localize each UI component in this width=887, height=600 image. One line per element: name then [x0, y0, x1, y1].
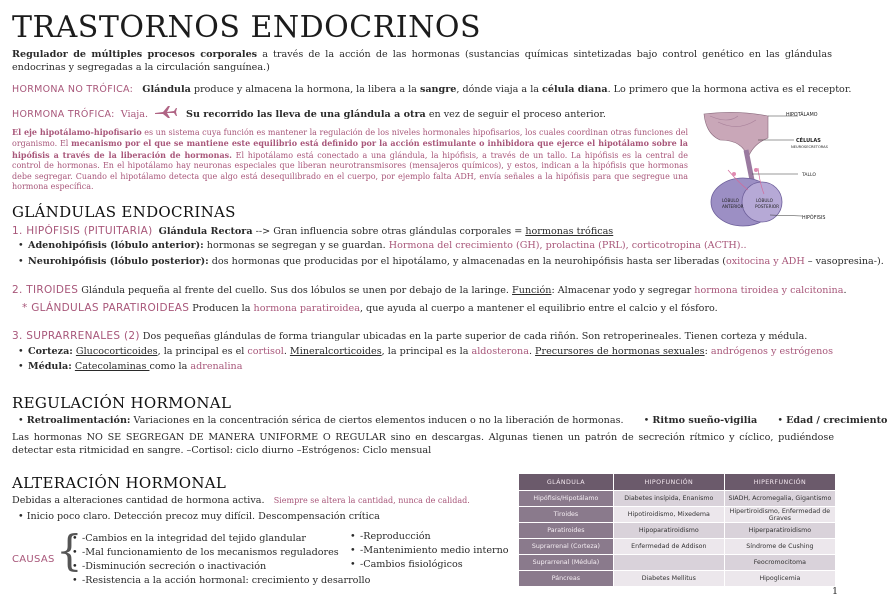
- table-row: [519, 507, 836, 523]
- corteza-t4: .: [528, 346, 536, 357]
- alteracion-heading: ALTERACIÓN HORMONAL: [12, 474, 227, 492]
- table-cell: Diabetes Mellitus: [613, 571, 724, 587]
- corteza-u1: Glucocorticoides: [75, 346, 158, 357]
- tiroides-line: [12, 284, 847, 298]
- corteza-t2: .: [283, 346, 290, 357]
- tiroides-underline: Función: [512, 285, 552, 296]
- table-cell: Hipófisis/Hipotálamo: [519, 491, 614, 507]
- causa-right-1: • -Reproducción: [350, 531, 509, 544]
- table-header-hipofuncion: HIPOFUNCIÓN: [613, 474, 724, 491]
- ritmo-bold: Ritmo sueño-vigilia: [652, 415, 758, 426]
- no-trofica-t1: produce y almacena la hormona, la libera a la: [190, 84, 420, 95]
- neuro-mauve: oxitocina y ADH: [726, 255, 805, 267]
- parat-t1: Producen la: [189, 303, 254, 314]
- table-cell: Hiperparatiroidismo: [724, 523, 835, 539]
- table-header-hiperfuncion: HIPERFUNCIÓN: [724, 474, 835, 491]
- corteza-t1: , la principal es el: [157, 346, 248, 357]
- parat-mauve: hormona paratiroidea: [253, 303, 360, 314]
- trofica-viaja: Viaja.: [120, 109, 149, 120]
- page-title: TRASTORNOS ENDOCRINOS: [12, 10, 482, 45]
- table-cell: Suprarrenal (Médula): [519, 555, 614, 571]
- hipotalamo-paragraph: [12, 127, 688, 192]
- table-cell: Suprarrenal (Corteza): [519, 539, 614, 555]
- corteza-t5: :: [704, 346, 711, 357]
- medula-text: como la: [149, 360, 191, 372]
- diagram-label-hipotalamo: HIPOTÁLAMO: [786, 113, 818, 118]
- causas-list-left: [72, 533, 370, 588]
- bullet-ritmo: • Ritmo sueño-vigilia: [643, 415, 758, 426]
- intro-rest: a través de la acción de las hormonas (sustancias químicas sintetizadas bajo control genético en las glándulas endocrinas y segregadas a la circulación sanguínea.): [12, 49, 832, 73]
- regulacion-heading: REGULACIÓN HORMONAL: [12, 394, 232, 412]
- table-cell: Hipoglicemia: [724, 571, 835, 587]
- adeno-bold: Adenohipófisis (lóbulo anterior):: [28, 240, 204, 251]
- paratiroides-label: * GLÁNDULAS PARATIROIDEAS: [22, 302, 190, 314]
- diagram-label-anterior: ANTERIOR: [722, 204, 744, 209]
- intro-paragraph: [12, 49, 832, 74]
- corteza-t3: , la principal es la: [381, 346, 472, 357]
- no-trofica-label: HORMONA NO TRÓFICA:: [12, 84, 134, 95]
- tiroides-t1: Glándula pequeña al frente del cuello. Sus dos lóbulos se unen por debajo de la laringe.: [78, 285, 513, 296]
- table-cell: Tiroides: [519, 507, 614, 523]
- intro-lead: Regulador de múltiples procesos corporales: [12, 49, 258, 60]
- corteza-m3: andrógenos y estrógenos: [710, 346, 834, 357]
- table-row: [519, 491, 836, 507]
- table-row: [519, 523, 836, 539]
- page-number: 1: [832, 586, 839, 597]
- corteza-u2: Mineralcorticoides: [289, 346, 382, 357]
- diagram-label-neuro: NEUROSECRETORAS: [791, 145, 828, 149]
- list-item-neuro: [18, 255, 884, 269]
- causa-left-3: • -Disminución secreción o inactivación: [72, 561, 370, 574]
- hipofisis-bold: Glándula Rectora: [158, 226, 253, 237]
- tiroides-end: .: [843, 285, 847, 296]
- no-trofica-bold2: sangre: [419, 84, 457, 95]
- edad-bold: Edad / crecimiento: [786, 415, 887, 426]
- medula-mauve: adrenalina: [190, 360, 243, 372]
- regulacion-paragraph: Las hormonas NO SE SEGREGAN DE MANERA UNIFORME O REGULAR sino en descargas. Algunas tienen un patrón de secreción rítmico y cíclico, pudiéndose detectar esta ritmicidad en sangre. –Cortisol: ciclo diurno –Estrógenos: Ciclo mensual: [12, 432, 834, 456]
- alteracion-debidas-line: [12, 495, 470, 508]
- tiroides-label: 2. TIROIDES: [12, 284, 79, 296]
- trofica-rest: en vez de seguir el proceso anterior.: [425, 109, 606, 120]
- table-row: [519, 555, 836, 571]
- causa-right-2: • -Mantenimiento medio interno: [350, 545, 509, 558]
- no-trofica-line: [12, 84, 852, 97]
- medula-bold: Médula:: [28, 360, 72, 372]
- list-item-adeno: [18, 240, 838, 253]
- list-item-medula: [18, 361, 838, 374]
- trofica-label: HORMONA TRÓFICA:: [12, 109, 115, 120]
- paratiroides-line: [22, 302, 718, 316]
- no-trofica-t2: , dónde viaja a la: [456, 84, 543, 95]
- diagram-label-lobulo: LÓBULO: [722, 198, 739, 203]
- retro-bold: Retroalimentación:: [26, 415, 131, 426]
- hormone-table: [518, 473, 836, 587]
- causa-left-2: • -Mal funcionamiento de los mecanismos reguladores: [72, 547, 370, 560]
- suprarrenales-line: [12, 330, 807, 344]
- regulacion-bullets: [18, 415, 887, 428]
- table-cell: Hipoparatiroidismo: [613, 523, 724, 539]
- diagram-label-lobulo2: LÓBULO: [756, 198, 773, 203]
- table-header-glandula: GLÁNDULA: [519, 474, 614, 491]
- adeno-mauve: Hormona del crecimiento (GH), prolactina (PRL), corticotropina (ACTH)..: [388, 240, 747, 251]
- hipofisis-diagram: [698, 110, 834, 230]
- inicio-line: • Inicio poco claro. Detección precoz muy difícil. Descompensación crítica: [18, 511, 380, 522]
- causas-list-right: [350, 531, 509, 572]
- suprarrenales-label: 3. SUPRARRENALES (2): [12, 330, 140, 342]
- causas-brace: {: [56, 526, 83, 575]
- neuro-bold: Neurohipófisis (lóbulo posterior):: [28, 255, 209, 267]
- causa-left-4: • -Resistencia a la acción hormonal: crecimiento y desarrollo: [72, 575, 370, 588]
- table-cell: Enfermedad de Addison: [613, 539, 724, 555]
- siempre-text: Siempre se altera la cantidad, nunca de calidad.: [273, 496, 470, 505]
- hipofisis-diagram-svg: [698, 110, 834, 230]
- hipofisis-underline: hormonas tróficas: [525, 226, 614, 237]
- neuro-text: dos hormonas que producidas por el hipotálamo, y almacenadas en la neurohipófisis hasta ser liberadas (: [208, 255, 726, 267]
- retro-text: Variaciones en la concentración sérica de ciertos elementos inducen o no la liberación de hormonas.: [130, 415, 624, 426]
- table-header-row: [519, 474, 836, 491]
- table-row: [519, 571, 836, 587]
- table-cell: Paratiroides: [519, 523, 614, 539]
- tiroides-t2: : Almacenar yodo y segregar: [551, 285, 695, 296]
- adeno-text: hormonas se segregan y se guardan.: [203, 240, 389, 251]
- hipotalamo-t1: es un sistema cuya función es mantener la regulación de los niveles hormonales hipofisarios, los cuales coordinan otras funciones del organismo. El: [12, 128, 689, 149]
- corteza-m2: aldosterona: [471, 346, 529, 357]
- table-cell: Síndrome de Cushing: [724, 539, 835, 555]
- tiroides-mauve: hormona tiroidea y calcitonina: [694, 285, 844, 296]
- table-cell: Feocromocitoma: [724, 555, 835, 571]
- table-cell: SIADH, Acromegalia, Gigantismo: [724, 491, 835, 507]
- list-item-corteza: [18, 346, 838, 359]
- causa-left-1: • -Cambios en la integridad del tejido glandular: [72, 533, 370, 546]
- corteza-u3: Precursores de hormonas sexuales: [535, 346, 705, 357]
- neuro-end: – vasopresina-).: [804, 255, 884, 267]
- bullet-edad: • Edad / crecimiento: [777, 415, 887, 426]
- trofica-bold: Su recorrido las lleva de una glándula a otra: [186, 109, 426, 120]
- diagram-label-hipofisis: HIPÓFISIS: [802, 216, 826, 221]
- hipotalamo-t2: El hipotálamo está conectado a una glándula, la hipófisis, a través de un tallo. La hipófisis es la central de control de hormonas. En el hipotálamo hay neuronas especiales que liberan neurotransmisores (mensajeros químicos), y estos, indican a la hipófisis que hormonas debe segregar. Cuando el hipotálamo detecta que algo está desequilibrado en el cuerpo, por ejemplo falta ADH, envía señales a la hipófisis para que segregue una hormona específica.: [12, 150, 688, 192]
- table-cell: Hipotiroidismo, Mixedema: [613, 507, 724, 523]
- diagram-label-tallo: TALLO: [802, 173, 816, 178]
- suprarrenales-list: [18, 346, 838, 373]
- hipofisis-text: --> Gran influencia sobre otras glándulas corporales =: [252, 226, 526, 237]
- table-cell: Diabetes insípida, Enanismo: [613, 491, 724, 507]
- no-trofica-bold3: célula diana: [542, 84, 608, 95]
- hipotalamo-b2: mecanismo por el que se mantiene este equilibrio está definido por la acción estimulante o inhibidora que ejerce el hipotálamo sobre la hipófisis a través de la liberación de hormonas.: [12, 138, 688, 160]
- hipotalamo-b1: El eje hipotálamo-hipofisario: [12, 127, 142, 137]
- corteza-m1: cortisol: [247, 346, 284, 357]
- debidas-text: Debidas a alteraciones cantidad de hormona activa.: [12, 495, 265, 506]
- parat-t2: , que ayuda al cuerpo a mantener el equilibrio entre el calcio y el fósforo.: [359, 303, 718, 314]
- table-cell: Páncreas: [519, 571, 614, 587]
- no-trofica-t3: . Lo primero que la hormona activa es el receptor.: [607, 84, 852, 95]
- medula-underline: Catecolaminas: [74, 360, 150, 372]
- table-cell: Hipertiroidismo, Enfermedad de Graves: [724, 507, 835, 523]
- table-row: [519, 539, 836, 555]
- trofica-line: [12, 105, 606, 122]
- causa-right-3: • -Cambios fisiológicos: [350, 559, 509, 572]
- no-trofica-bold1: Glándula: [142, 84, 191, 95]
- diagram-label-posterior: POSTERIOR: [755, 204, 780, 209]
- diagram-label-celulas: CÉLULAS: [796, 138, 821, 144]
- inicio-text: Inicio poco claro. Detección precoz muy difícil. Descompensación crítica: [26, 511, 380, 522]
- table-cell: [613, 555, 724, 571]
- hipofisis-label: 1. HIPÓFISIS (PITUITARIA): [12, 225, 153, 237]
- glandulas-heading: GLÁNDULAS ENDOCRINAS: [12, 203, 236, 221]
- corteza-bold: Corteza:: [28, 346, 73, 357]
- hipofisis-list: [18, 240, 884, 268]
- causas-label: CAUSAS: [12, 554, 55, 565]
- airplane-icon: [148, 105, 186, 122]
- supra-text: Dos pequeñas glándulas de forma triangular ubicadas en la parte superior de cada riñón. Son retroperineales. Tienen corteza y médula.: [139, 331, 808, 342]
- bullet-retro: • Retroalimentación: Variaciones en la concentración sérica de ciertos elementos inducen o no la liberación de hormonas.: [18, 415, 624, 426]
- hipofisis-line: [12, 225, 613, 239]
